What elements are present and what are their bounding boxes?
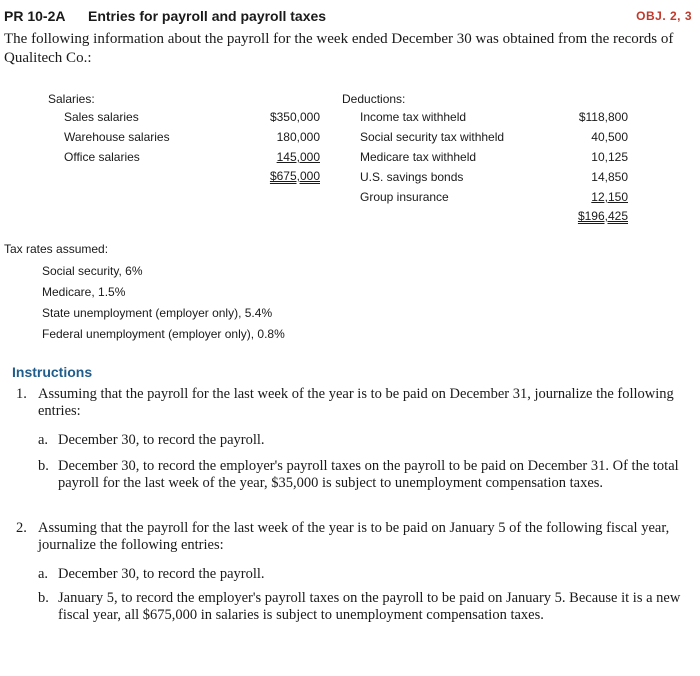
q2a-text: December 30, to record the payroll. [58, 566, 265, 582]
deduction-amount: 12,150 [591, 190, 628, 204]
q2-number: 2. [16, 520, 27, 536]
tax-rate-item: Federal unemployment (employer only), 0.8% [42, 327, 285, 341]
salary-amount: 145,000 [276, 150, 320, 164]
salary-amount: 180,000 [276, 130, 320, 144]
deduction-label: Group insurance [360, 190, 449, 204]
salary-amount: $350,000 [269, 110, 320, 124]
q1a-text: December 30, to record the payroll. [58, 432, 265, 448]
q1-number: 1. [16, 386, 27, 402]
deduction-amount: $118,800 [578, 110, 628, 124]
q2a-label: a. [38, 566, 49, 582]
q1b-label: b. [38, 458, 49, 474]
tax-rate-item: Medicare, 1.5% [42, 285, 126, 299]
deduction-amount: 40,500 [591, 130, 628, 144]
objective-label: OBJ. 2, 3 [636, 9, 692, 23]
intro-paragraph: The following information about the payroll for the week ended December 30 was obtained from the records of Qualitech Co.: [4, 31, 674, 66]
salaries-total: $675,000 [269, 169, 320, 183]
problem-number: PR 10-2A [4, 8, 66, 24]
problem-title: Entries for payroll and payroll taxes [88, 8, 327, 24]
deduction-amount: 14,850 [591, 170, 628, 184]
deduction-amount: 10,125 [591, 150, 628, 164]
tax-rate-item: Social security, 6% [42, 264, 143, 278]
salary-label: Office salaries [64, 150, 140, 164]
q2b-label: b. [38, 590, 49, 606]
deduction-label: Social security tax withheld [360, 130, 505, 144]
q1-text: Assuming that the payroll for the last week of the year is to be paid on December 31, journalize the following entries: [38, 386, 674, 419]
deduction-label: Income tax withheld [360, 110, 467, 124]
tax-rates-heading: Tax rates assumed: [4, 242, 109, 256]
salaries-heading: Salaries: [48, 92, 95, 106]
q1a-label: a. [38, 432, 49, 448]
instructions-heading: Instructions [12, 364, 93, 380]
q2-text: Assuming that the payroll for the last week of the year is to be paid on January 5 of the following fiscal year, journalize the following entries: [38, 520, 670, 553]
q2b-text: January 5, to record the employer's payroll taxes on the payroll to be paid on January 5. Because it is a new fiscal year, all $675,000 in salaries is subject to unemployment compensation taxes. [58, 590, 681, 623]
deduction-label: Medicare tax withheld [360, 150, 477, 164]
deductions-total: $196,425 [577, 209, 628, 223]
q1b-text: December 30, to record the employer's payroll taxes on the payroll to be paid on December 31. Of the total payroll for the last week of the year, $35,000 is subject to unemployment compensation taxes. [58, 458, 679, 491]
tax-rate-item: State unemployment (employer only), 5.4% [42, 306, 273, 320]
salary-label: Sales salaries [64, 110, 139, 124]
salary-label: Warehouse salaries [64, 130, 170, 144]
deduction-label: U.S. savings bonds [360, 170, 464, 184]
deductions-heading: Deductions: [342, 92, 406, 106]
